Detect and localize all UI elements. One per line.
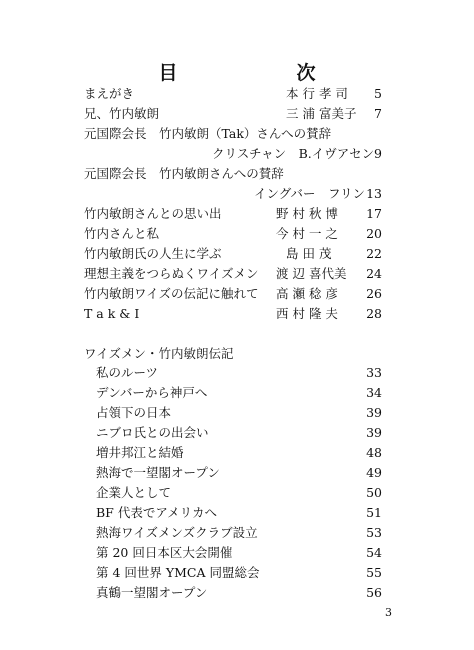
toc-entry-title: 元国際会長 竹内敏朗さんへの賛辞 (84, 166, 284, 181)
toc-entry-title: 元国際会長 竹内敏朗（Tak）さんへの賛辞 (84, 126, 332, 141)
section-item-title: 第 4 回世界 YMCA 同盟総会 (96, 565, 260, 580)
section-item-title: 熱海で一望閣オープン (96, 465, 220, 480)
toc-entry-page: 5 (374, 86, 382, 101)
section-item-title: 増井邦江と結婚 (96, 445, 184, 460)
toc-entry-page: 7 (374, 106, 382, 121)
section-item-title: BF 代表でアメリカへ (96, 505, 217, 520)
section-item-title: 私のルーツ (96, 365, 159, 380)
toc-entry-author: 今 村 一 之 (276, 226, 338, 241)
toc-entry-author: 西 村 隆 夫 (276, 306, 338, 321)
section-item-page: 54 (366, 545, 382, 560)
section-item-title: 真鶴一望閣オープン (96, 585, 208, 600)
section-item-title: デンバーから神戸へ (96, 385, 208, 400)
toc-entry-title: 竹内敏朗さんとの思い出 (84, 206, 222, 221)
toc-entry-author: イングバー フリン (254, 186, 366, 201)
toc-entry-author: クリスチャン B.イヴアセン (212, 146, 375, 161)
toc-entry-title: 兄、竹内敏朗 (84, 106, 160, 121)
toc-entry-author: 高 瀬 稔 彦 (276, 286, 338, 301)
toc-entry-title: 理想主義をつらぬくワイズメン (84, 266, 259, 281)
section-item-page: 53 (366, 525, 382, 540)
section-item-page: 39 (366, 405, 382, 420)
section-item-page: 49 (366, 465, 382, 480)
toc-entry-author: 三 浦 富美子 (286, 106, 357, 121)
toc-entry-title: まえがき (84, 86, 135, 101)
toc-entry-page: 22 (366, 246, 382, 261)
toc-entry-page: 17 (366, 206, 382, 221)
section-item-page: 50 (366, 485, 382, 500)
toc-entry-page: 28 (366, 306, 382, 321)
toc-title: 目 次 (158, 62, 366, 84)
section-item-title: 第 20 回日本区大会開催 (96, 545, 233, 560)
section-item-page: 39 (366, 425, 382, 440)
toc-entry-author: 野 村 秋 博 (276, 206, 338, 221)
page-number: 3 (385, 606, 392, 619)
toc-entry-title: T a k & I (84, 306, 140, 321)
section-item-title: 企業人として (96, 485, 172, 500)
toc-entry-title: 竹内敏朗氏の人生に学ぶ (84, 246, 222, 261)
section-heading: ワイズメン・竹内敏朗伝記 (84, 346, 234, 361)
toc-entry-title: 竹内さんと私 (84, 226, 160, 241)
toc-entry-author: 島 田 茂 (286, 246, 332, 261)
toc-entry-page: 20 (366, 226, 382, 241)
toc-entry-page: 9 (374, 146, 382, 161)
toc-entry-page: 13 (366, 186, 382, 201)
section-item-page: 48 (366, 445, 382, 460)
section-item-page: 34 (366, 385, 382, 400)
toc-entry-author: 渡 辺 喜代美 (276, 266, 347, 281)
section-item-title: 熱海ワイズメンズクラブ設立 (96, 525, 258, 540)
toc-entry-author: 本 行 孝 司 (286, 86, 348, 101)
section-item-title: ニブロ氏との出会い (96, 425, 209, 440)
toc-entry-page: 26 (366, 286, 382, 301)
section-item-title: 占領下の日本 (96, 405, 172, 420)
section-item-page: 56 (366, 585, 382, 600)
section-item-page: 33 (366, 365, 382, 380)
section-item-page: 55 (366, 565, 382, 580)
toc-entry-page: 24 (366, 266, 382, 281)
section-item-page: 51 (366, 505, 382, 520)
toc-entry-title: 竹内敏朗ワイズの伝記に触れて (84, 286, 259, 301)
